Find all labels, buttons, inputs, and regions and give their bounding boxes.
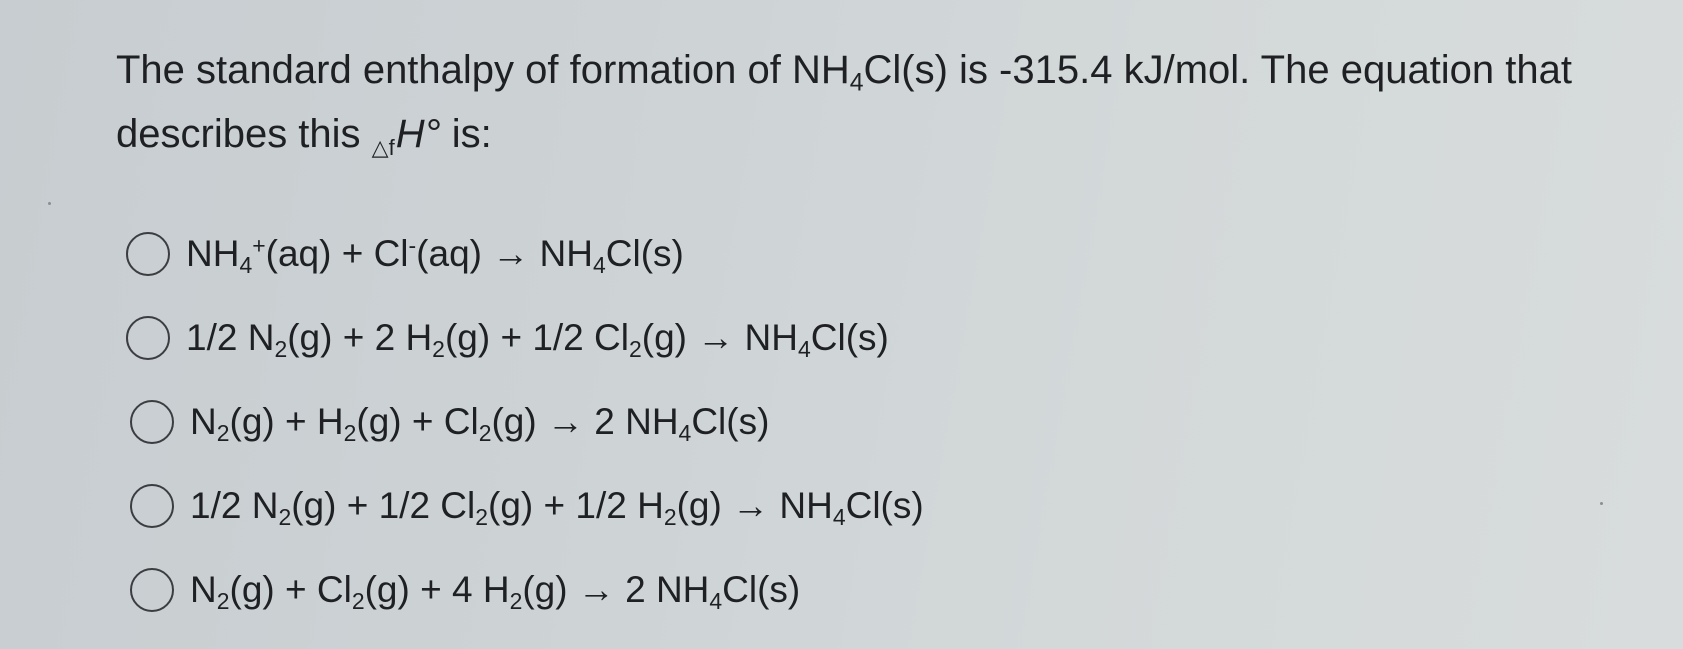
question-line-1: The standard enthalpy of formation of $NH_4Cl(s)$ is -315.4 kJ/mol. The equation that — [116, 48, 1573, 97]
question-line-2: describes this △fH° is: — [116, 112, 492, 160]
enthalpy-symbol: H° — [395, 112, 441, 156]
answer-option-3[interactable] — [126, 380, 924, 464]
option-label: $N_2(g) + Cl_2(g) + 4$ $H_2(g) \to 2$ $NH_4Cl(s)$ — [190, 569, 801, 614]
answer-option-4[interactable] — [126, 464, 924, 548]
question-text — [116, 38, 1636, 166]
option-label: $N_2(g) + H_2(g) + Cl_2(g) \to 2$ $NH_4Cl(s)$ — [190, 401, 770, 446]
screen-speck — [1600, 502, 1603, 505]
screen-speck — [48, 202, 51, 205]
answer-option-5[interactable] — [126, 548, 924, 632]
answer-option-2[interactable] — [126, 296, 924, 380]
option-label: 1/2 $N_2(g) + 2$ $H_2(g) + 1/2$ $Cl_2(g) \to NH_4Cl(s)$ — [186, 317, 889, 362]
radio-button[interactable] — [126, 316, 170, 360]
radio-button[interactable] — [130, 400, 174, 444]
delta-f-subscript: △f — [371, 134, 395, 160]
radio-button[interactable] — [130, 484, 174, 528]
radio-button[interactable] — [126, 232, 170, 276]
radio-button[interactable] — [130, 568, 174, 612]
answer-options — [126, 212, 924, 632]
option-label: $NH_4^+(aq) + Cl^-(aq) \to NH_4Cl(s)$ — [186, 232, 684, 278]
option-label: 1/2 $N_2(g) + 1/2$ $Cl_2(g) + 1/2$ $H_2(g) \to NH_4Cl(s)$ — [190, 485, 924, 530]
answer-option-1[interactable] — [126, 212, 924, 296]
